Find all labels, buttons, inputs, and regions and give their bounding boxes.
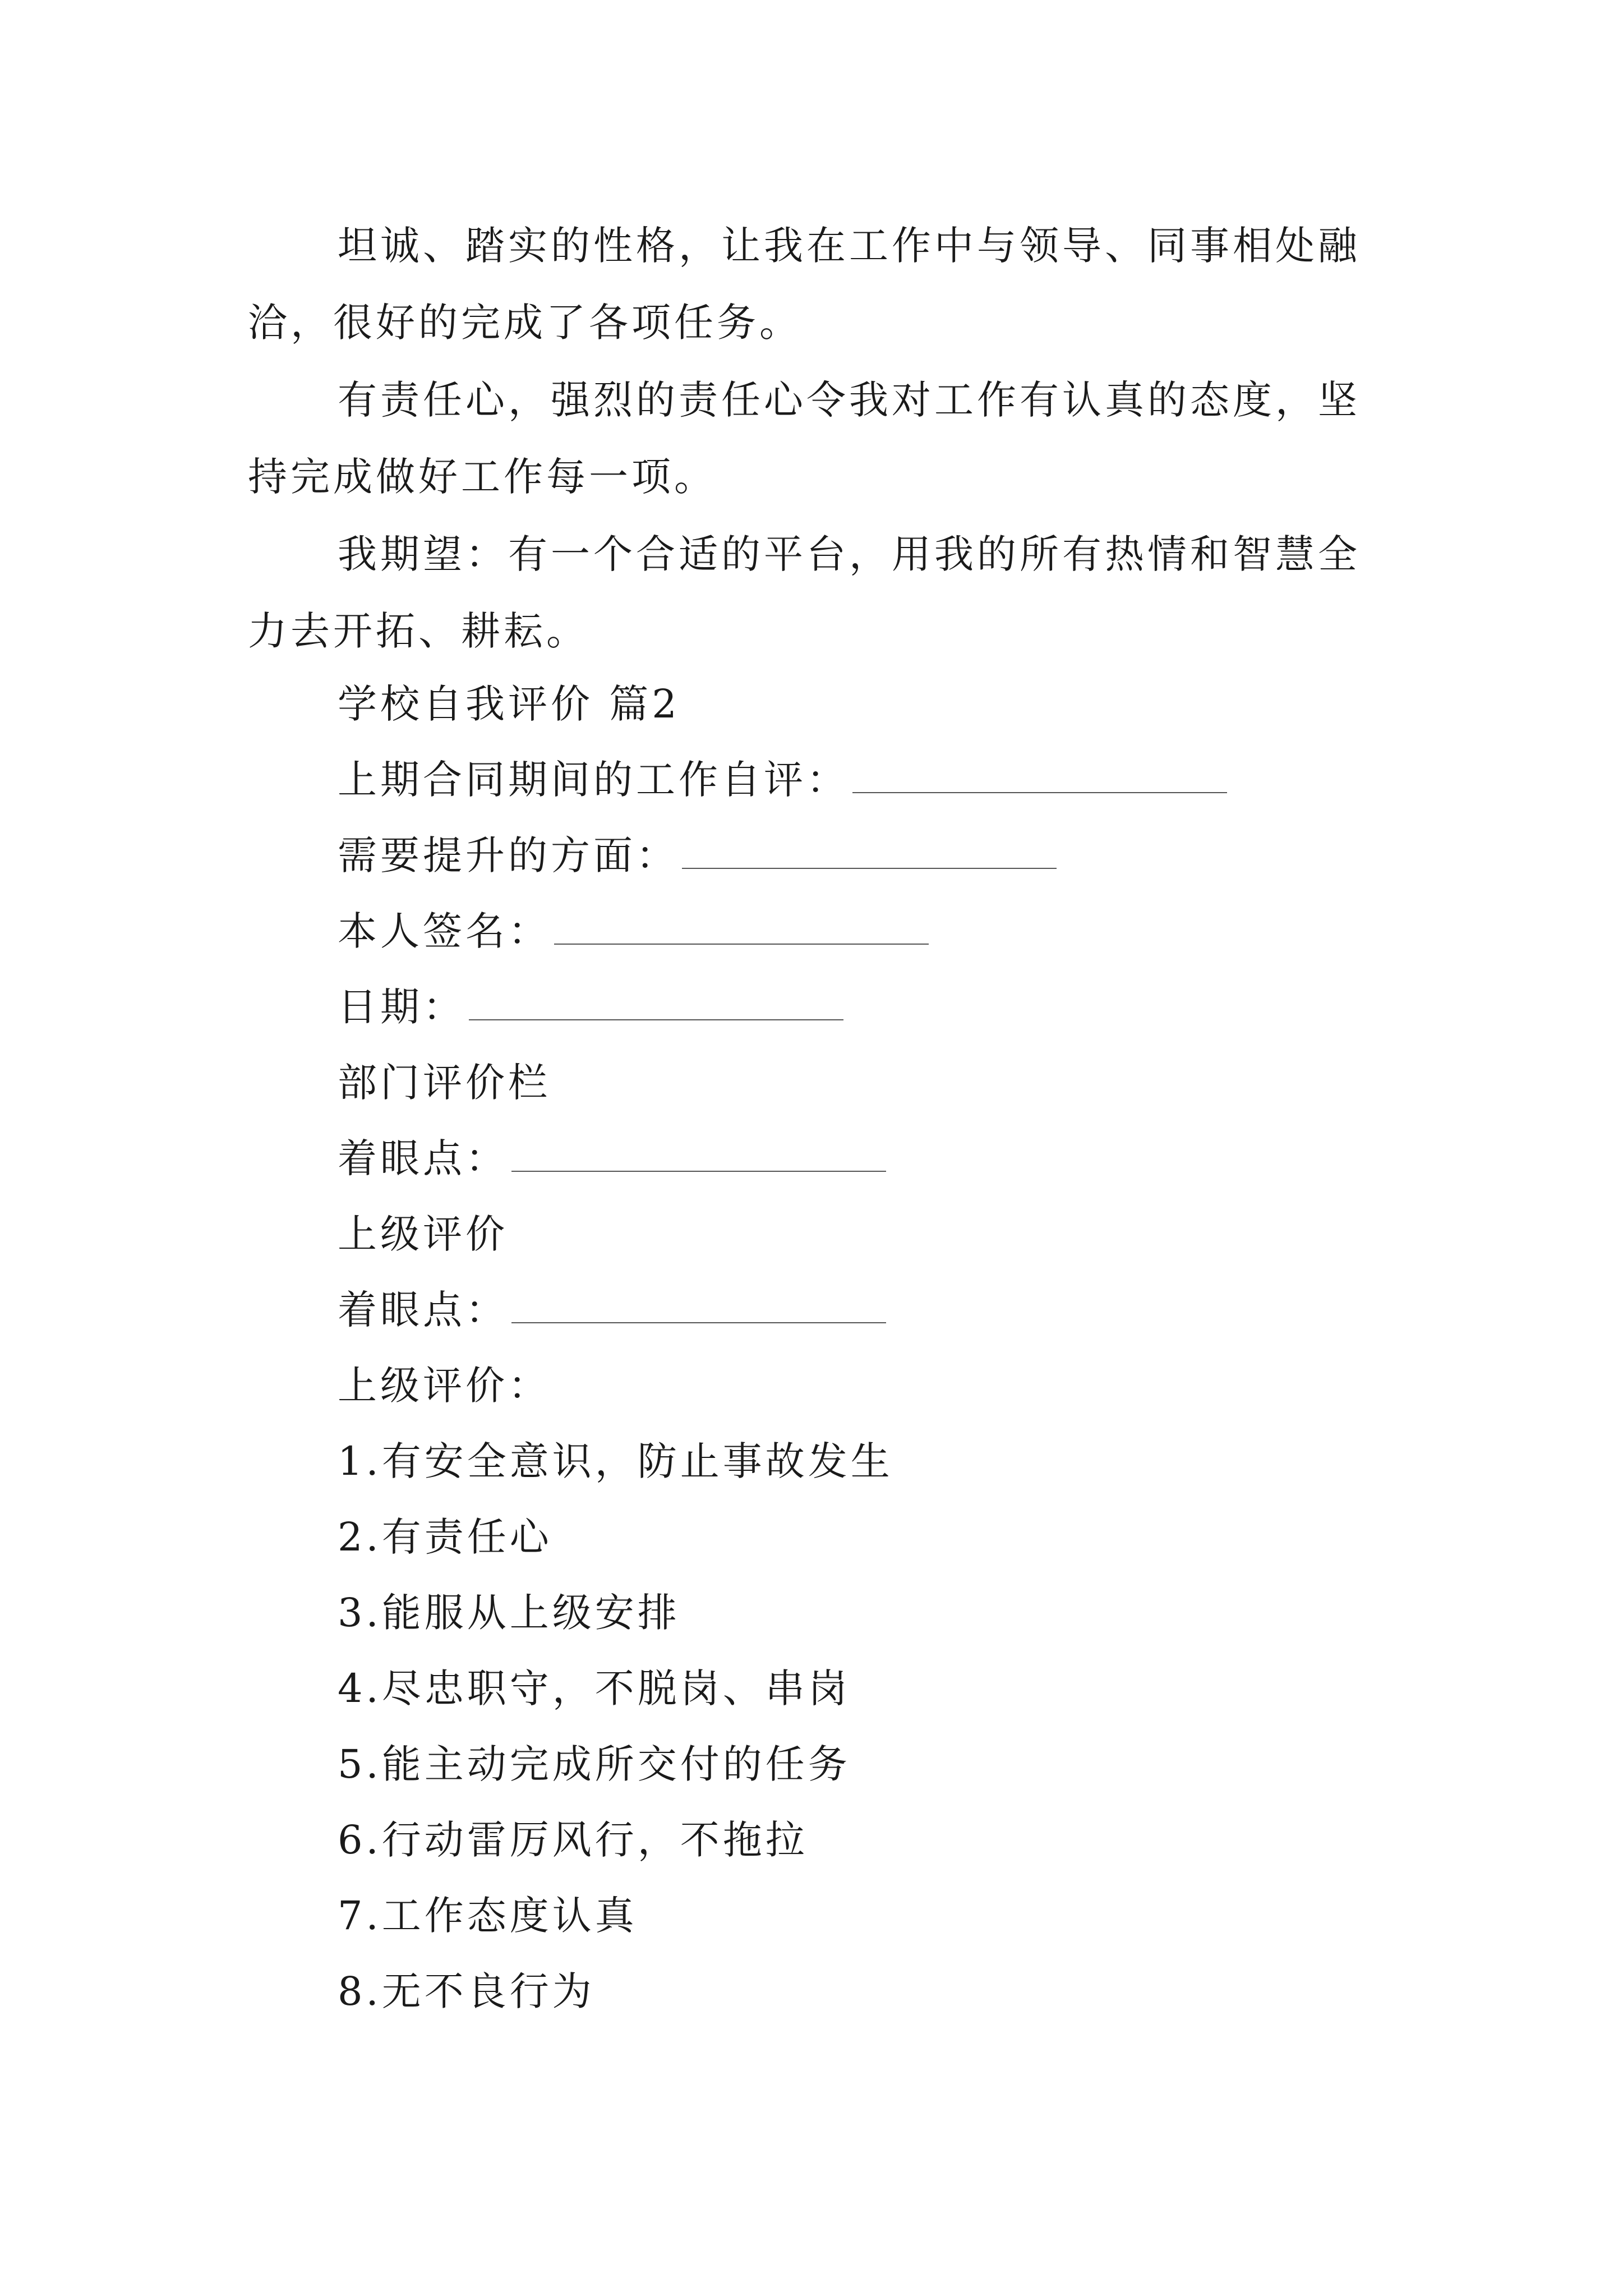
form-field-focus-superior	[338, 1282, 886, 1338]
superior-evaluation-heading: 上级评价	[338, 1211, 508, 1257]
criteria-item: 5.能主动完成所交付的任务	[338, 1741, 851, 1787]
dept-evaluation-heading: 部门评价栏	[338, 1060, 551, 1106]
criteria-item: 7.工作态度认真	[338, 1893, 638, 1939]
form-field-date	[338, 979, 843, 1035]
blank-line	[852, 753, 1227, 793]
field-label: 需要提升的方面：	[338, 832, 679, 878]
paragraph-responsibility: 有责任心，强烈的责任心令我对工作有认真的态度，坚持完成做好工作每一项。	[248, 377, 1361, 500]
criteria-item: 6.行动雷厉风行，不拖拉	[338, 1817, 808, 1863]
blank-line	[682, 829, 1057, 869]
criteria-item: 1.有安全意识，防止事故发生	[338, 1438, 893, 1484]
superior-evaluation-label: 上级评价：	[338, 1363, 551, 1409]
field-label: 着眼点：	[338, 1135, 508, 1181]
form-field-focus-dept	[338, 1130, 886, 1186]
criteria-item: 2.有责任心	[338, 1514, 552, 1560]
form-field-signature	[338, 903, 929, 959]
blank-line	[511, 1131, 886, 1172]
blank-line	[511, 1283, 886, 1323]
field-label: 日期：	[338, 984, 465, 1030]
paragraph-personality: 坦诚、踏实的性格，让我在工作中与领导、同事相处融洽，很好的完成了各项任务。	[248, 223, 1361, 346]
form-field-improvement	[338, 827, 1057, 884]
paragraph-expectation: 我期望：有一个合适的平台，用我的所有热情和智慧全力去开拓、耕耘。	[248, 531, 1361, 654]
section-title: 学校自我评价 篇2	[338, 681, 680, 727]
criteria-item: 3.能服从上级安排	[338, 1590, 680, 1636]
field-label: 上期合同期间的工作自评：	[338, 757, 849, 803]
field-label: 着眼点：	[338, 1287, 508, 1333]
form-field-self-review	[338, 752, 1227, 808]
blank-line	[469, 980, 843, 1020]
field-label: 本人签名：	[338, 908, 551, 954]
criteria-item: 8.无不良行为	[338, 1968, 595, 2014]
blank-line	[554, 904, 929, 945]
criteria-item: 4.尽忠职守，不脱岗、串岗	[338, 1665, 851, 1711]
